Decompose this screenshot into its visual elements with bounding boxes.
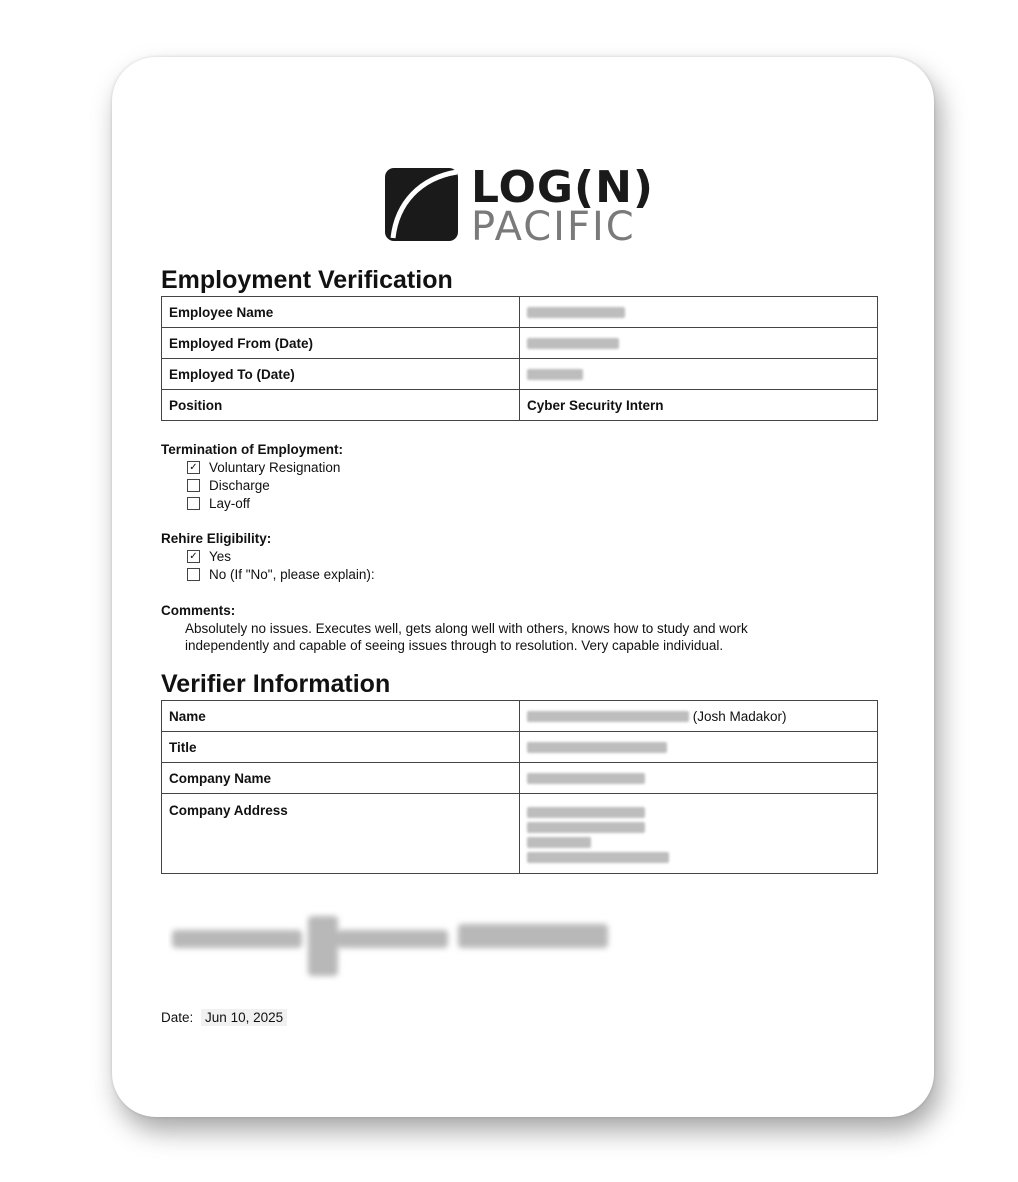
verifier-name-label: Name bbox=[162, 701, 520, 732]
termination-option-voluntary[interactable] bbox=[187, 460, 343, 475]
comments-section bbox=[161, 603, 825, 654]
verifier-title-value bbox=[520, 732, 878, 763]
position-label: Position bbox=[162, 390, 520, 421]
verifier-name-alias: (Josh Madakor) bbox=[692, 708, 787, 724]
position-value: Cyber Security Intern bbox=[520, 390, 878, 421]
employment-table bbox=[161, 296, 878, 421]
comments-label: Comments: bbox=[161, 603, 236, 618]
rehire-option-yes[interactable] bbox=[187, 549, 375, 564]
rehire-section bbox=[161, 531, 375, 582]
verifier-title-label: Title bbox=[162, 732, 520, 763]
employed-from-label: Employed From (Date) bbox=[162, 328, 520, 359]
redacted-text bbox=[527, 822, 645, 833]
option-label: Discharge bbox=[209, 478, 270, 493]
redacted-text bbox=[527, 338, 619, 349]
option-label: Yes bbox=[209, 549, 232, 564]
rehire-label: Rehire Eligibility: bbox=[161, 531, 272, 546]
employed-from-value bbox=[520, 328, 878, 359]
verifier-heading: Verifier Information bbox=[161, 670, 391, 698]
rehire-option-no[interactable] bbox=[187, 567, 375, 582]
logo-text-bottom: PACIFIC bbox=[471, 204, 636, 250]
redacted-text bbox=[527, 307, 625, 318]
table-row bbox=[162, 359, 878, 390]
employed-to-label: Employed To (Date) bbox=[162, 359, 520, 390]
signature-date bbox=[161, 1010, 287, 1025]
termination-option-discharge[interactable] bbox=[187, 478, 343, 493]
table-row bbox=[162, 390, 878, 421]
date-value: Jun 10, 2025 bbox=[201, 1009, 287, 1026]
redacted-text bbox=[527, 807, 645, 818]
verifier-table bbox=[161, 700, 878, 874]
company-logo bbox=[385, 162, 665, 250]
checkbox-unchecked-icon[interactable] bbox=[187, 497, 200, 510]
company-address-value bbox=[520, 794, 878, 874]
employed-to-value bbox=[520, 359, 878, 390]
table-row bbox=[162, 794, 878, 874]
redacted-text bbox=[527, 837, 591, 848]
termination-label: Termination of Employment: bbox=[161, 442, 344, 457]
employee-name-value bbox=[520, 297, 878, 328]
table-row bbox=[162, 732, 878, 763]
employee-name-label: Employee Name bbox=[162, 297, 520, 328]
option-label: Lay-off bbox=[209, 496, 251, 511]
redacted-signature bbox=[168, 906, 618, 986]
redacted-text bbox=[527, 852, 669, 863]
employment-heading: Employment Verification bbox=[161, 266, 453, 294]
company-name-value bbox=[520, 763, 878, 794]
table-row bbox=[162, 701, 878, 732]
redacted-text bbox=[527, 369, 583, 380]
verifier-name-value bbox=[520, 701, 878, 732]
redacted-text bbox=[527, 773, 645, 784]
date-label: Date: bbox=[161, 1010, 194, 1025]
checkbox-checked-icon[interactable]: ✓ bbox=[187, 550, 200, 563]
option-label: Voluntary Resignation bbox=[209, 460, 341, 475]
company-address-label: Company Address bbox=[162, 794, 520, 874]
checkbox-unchecked-icon[interactable] bbox=[187, 568, 200, 581]
option-label: No (If "No", please explain): bbox=[209, 567, 375, 582]
table-row bbox=[162, 297, 878, 328]
termination-section bbox=[161, 442, 343, 511]
checkbox-unchecked-icon[interactable] bbox=[187, 479, 200, 492]
termination-option-layoff[interactable] bbox=[187, 496, 343, 511]
checkbox-checked-icon[interactable]: ✓ bbox=[187, 461, 200, 474]
table-row bbox=[162, 328, 878, 359]
table-row bbox=[162, 763, 878, 794]
comments-text: Absolutely no issues. Executes well, gets along well with others, knows how to study and work independently and capable of seeing issues through to resolution. Very capable individual. bbox=[185, 621, 748, 653]
company-name-label: Company Name bbox=[162, 763, 520, 794]
redacted-text bbox=[527, 711, 689, 722]
logo-text-top: LOG(N) bbox=[471, 162, 655, 213]
redacted-text bbox=[527, 742, 667, 753]
logo-mark-icon bbox=[385, 168, 458, 241]
